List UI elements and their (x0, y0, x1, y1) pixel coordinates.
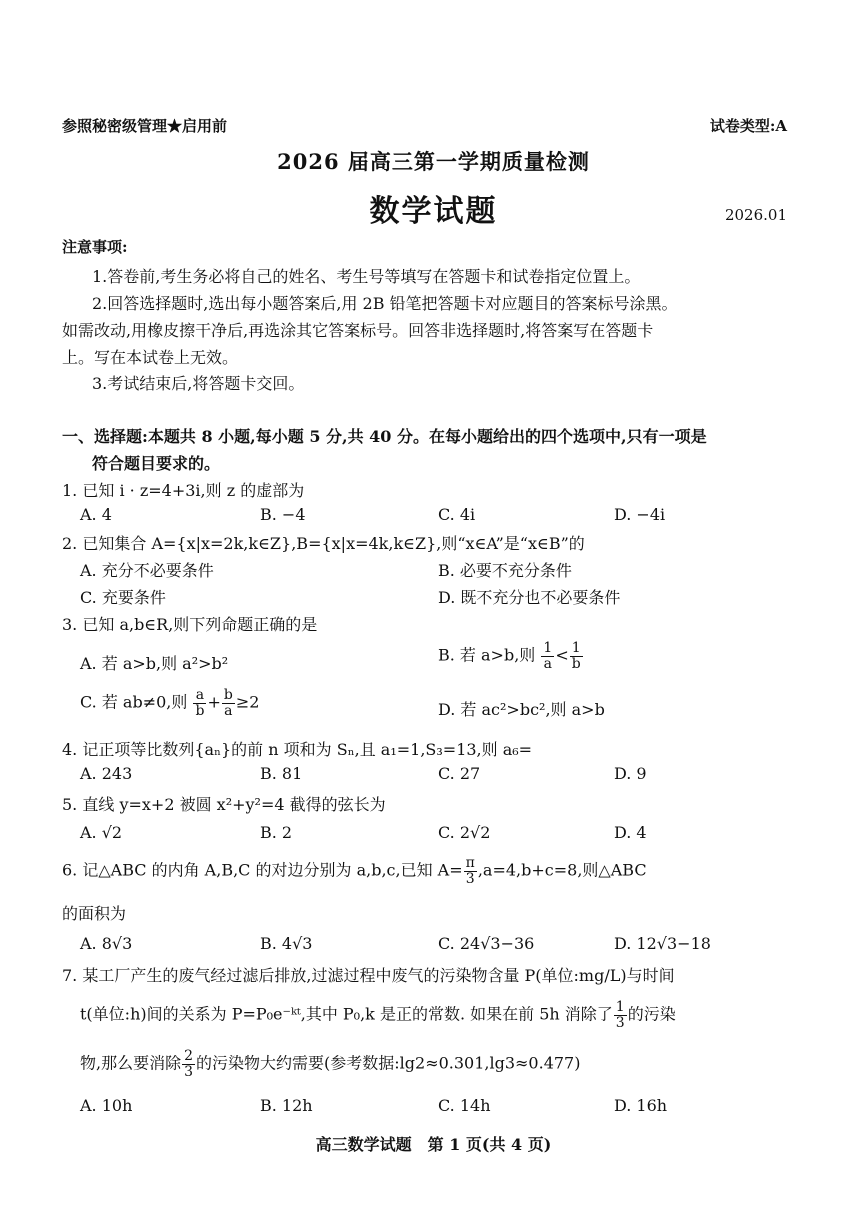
q2-stem: 2. 已知集合 A={x|x=2k,k∈Z},B={x|x=4k,k∈Z},则“x∈A”是“x∈B”的 (62, 534, 585, 553)
q6-stem-prefix: 6. 记△ABC 的内角 A,B,C 的对边分别为 a,b,c,已知 A= (62, 860, 463, 880)
q3-option-d[interactable]: D. 若 ac²>bc²,则 a>b (438, 700, 605, 719)
frac-numerator: 2 (184, 1048, 194, 1064)
frac-numerator: 1 (570, 641, 583, 657)
exam-date: 2026.01 (724, 206, 787, 224)
q6-angle-fraction (464, 856, 477, 886)
q2-option-d[interactable]: D. 既不充分也不必要条件 (438, 588, 621, 607)
frac-denominator: a (224, 702, 233, 719)
notes-item-2-line-3: 上。写在本试卷上无效。 (62, 348, 239, 367)
q3-option-c-plus: + (207, 692, 221, 712)
q6-option-d[interactable]: D. 12√3−18 (614, 934, 711, 953)
frac-denominator: a (543, 655, 553, 672)
q7-line-3-fraction (182, 1049, 195, 1079)
q4-option-c[interactable]: C. 27 (438, 764, 481, 783)
exam-title: 2026 届高三第一学期质量检测 (277, 149, 590, 174)
q3-option-c[interactable] (80, 688, 259, 718)
frac-denominator: b (195, 702, 205, 719)
q1-option-b[interactable]: B. −4 (260, 505, 306, 524)
q2-option-a[interactable]: A. 充分不必要条件 (80, 561, 214, 580)
q3-option-b-prefix: B. 若 a>b,则 (438, 645, 536, 665)
notes-item-2-line-2: 如需改动,用橡皮擦干净后,再选涂其它答案标号。回答非选择题时,将答案写在答题卡 (62, 321, 654, 340)
frac-numerator: π (465, 855, 475, 871)
frac-denominator: 3 (465, 870, 475, 887)
q7-line-2-fraction (614, 1000, 627, 1030)
q7-stem-line-3 (80, 1049, 580, 1079)
q4-option-b[interactable]: B. 81 (260, 764, 303, 783)
q7-option-d[interactable]: D. 16h (614, 1096, 668, 1115)
q6-option-b[interactable]: B. 4√3 (260, 934, 313, 953)
frac-denominator: 3 (615, 1014, 625, 1031)
q3-option-b-operator: < (555, 645, 569, 665)
q3-stem: 3. 已知 a,b∈R,则下列命题正确的是 (62, 615, 318, 634)
q5-option-c[interactable]: C. 2√2 (438, 823, 491, 842)
q1-stem: 1. 已知 i · z=4+3i,则 z 的虚部为 (62, 481, 305, 500)
q3-option-b-fraction-right (570, 641, 583, 671)
q4-option-a[interactable]: A. 243 (80, 764, 133, 783)
notes-item-2-line-1: 2.回答选择题时,选出每小题答案后,用 2B 铅笔把答题卡对应题目的答案标号涂黑。 (92, 294, 678, 313)
page-footer: 高三数学试题 第 1 页(共 4 页) (315, 1135, 552, 1154)
q4-stem: 4. 记正项等比数列{aₙ}的前 n 项和为 Sₙ,且 a₁=1,S₃=13,则 a₆= (62, 740, 533, 759)
q6-stem-line-2: 的面积为 (62, 904, 127, 923)
q7-stem-line-2 (80, 1000, 676, 1030)
q7-option-b[interactable]: B. 12h (260, 1096, 313, 1115)
frac-numerator: 1 (543, 640, 553, 656)
frac-denominator: b (571, 655, 581, 672)
q3-option-c-fraction-2 (222, 688, 235, 718)
q7-line-3-suffix: 的污染物大约需要(参考数据:lg2≈0.301,lg3≈0.477) (196, 1053, 581, 1073)
q7-line-3-prefix: 物,那么要消除 (80, 1053, 182, 1073)
q1-option-d[interactable]: D. −4i (614, 505, 666, 524)
q3-option-c-fraction-1 (193, 688, 206, 718)
q5-stem: 5. 直线 y=x+2 被圆 x²+y²=4 截得的弦长为 (62, 795, 386, 814)
q6-stem-suffix: ,a=4,b+c=8,则△ABC (477, 860, 647, 880)
q3-option-a[interactable]: A. 若 a>b,则 a²>b² (80, 654, 229, 673)
section-1-heading-line-2: 符合题目要求的。 (92, 454, 221, 473)
notes-heading: 注意事项: (62, 238, 128, 256)
q7-option-a[interactable]: A. 10h (80, 1096, 133, 1115)
q7-line-2-suffix: 的污染 (627, 1004, 676, 1024)
paper-type: 试卷类型:A (709, 117, 787, 135)
frac-numerator: 1 (615, 999, 625, 1015)
q2-option-c[interactable]: C. 充要条件 (80, 588, 166, 607)
q3-option-b-fraction-left (541, 641, 554, 671)
q4-option-d[interactable]: D. 9 (614, 764, 647, 783)
q7-option-c[interactable]: C. 14h (438, 1096, 491, 1115)
q3-option-b[interactable] (438, 641, 584, 671)
q6-stem (62, 856, 647, 886)
q1-option-c[interactable]: C. 4i (438, 505, 476, 524)
q3-option-c-suffix: ≥2 (235, 692, 260, 712)
q7-line-2-prefix: t(单位:h)间的关系为 P=P₀e⁻ᵏᵗ,其中 P₀,k 是正的常数. 如果在前 5h 消除了 (80, 1004, 613, 1024)
frac-numerator: a (193, 688, 206, 704)
secret-note: 参照秘密级管理★启用前 (62, 117, 228, 135)
frac-numerator: b (223, 687, 233, 703)
q3-option-c-prefix: C. 若 ab≠0,则 (80, 692, 188, 712)
q5-option-d[interactable]: D. 4 (614, 823, 647, 842)
q1-option-a[interactable]: A. 4 (80, 505, 112, 524)
q6-option-c[interactable]: C. 24√3−36 (438, 934, 535, 953)
q2-option-b[interactable]: B. 必要不充分条件 (438, 561, 572, 580)
frac-denominator: 3 (184, 1063, 194, 1080)
q5-option-b[interactable]: B. 2 (260, 823, 293, 842)
q6-option-a[interactable]: A. 8√3 (80, 934, 133, 953)
notes-item-1: 1.答卷前,考生务必将自己的姓名、考生号等填写在答题卡和试卷指定位置上。 (92, 267, 641, 286)
subject-title: 数学试题 (369, 194, 498, 229)
q7-stem-line-1: 7. 某工厂产生的废气经过滤后排放,过滤过程中废气的污染物含量 P(单位:mg/L)与时间 (62, 966, 675, 985)
q5-option-a[interactable]: A. √2 (80, 823, 123, 842)
section-1-heading-line-1: 一、选择题:本题共 8 小题,每小题 5 分,共 40 分。在每小题给出的四个选项中,只有一项是 (62, 427, 707, 446)
notes-item-3: 3.考试结束后,将答题卡交回。 (92, 374, 305, 393)
